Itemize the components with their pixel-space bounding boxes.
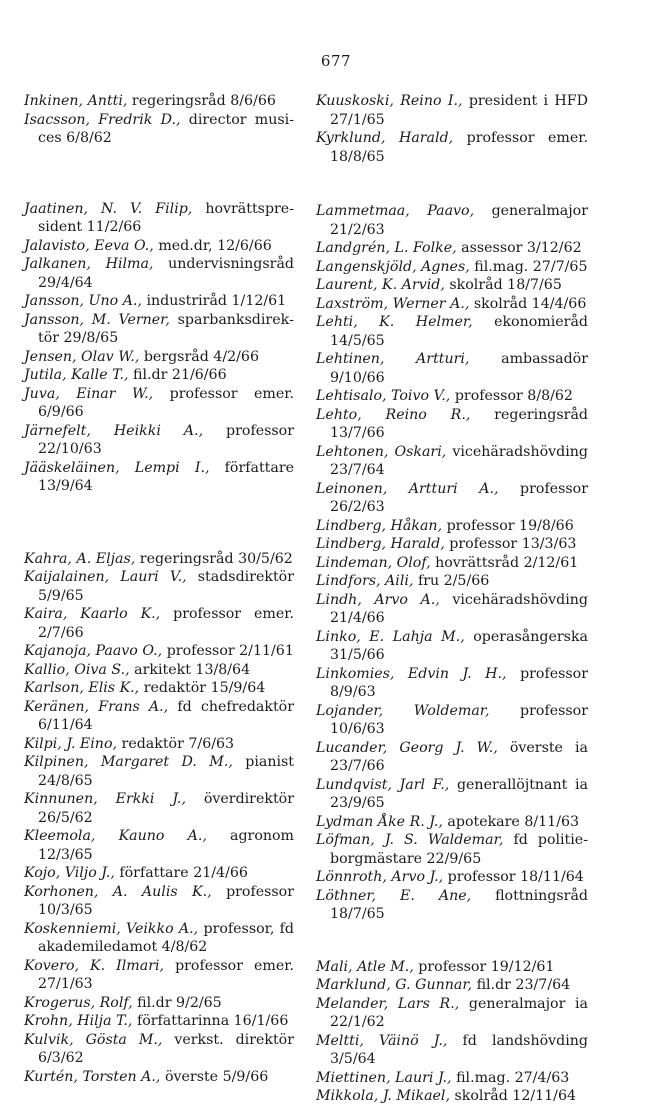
register-entry — [24, 1068, 294, 1087]
entry-detail: professor emer. 6/9/66 — [38, 385, 294, 420]
entry-name: Isacsson, Fredrik D., — [24, 111, 181, 128]
entry-name: Jaatinen, N. V. Filip, — [24, 200, 193, 217]
register-entry — [316, 406, 588, 443]
entry-name: Langenskjöld, Agnes, — [316, 258, 470, 275]
entry-name: Linko, E. Lahja M., — [316, 628, 465, 645]
entry-detail: ambassadör 9/10/66 — [330, 351, 588, 386]
entry-name: Lindh, Arvo A., — [316, 591, 440, 608]
entry-detail: fd politieborgmästare 22/9/65 — [330, 832, 588, 867]
register-entry — [24, 957, 294, 994]
register-entry — [316, 92, 588, 129]
entry-name: Kallio, Oiva S., — [24, 661, 130, 678]
register-entry — [24, 698, 294, 735]
entry-detail: professor 10/6/63 — [330, 702, 588, 737]
entry-detail: professor 8/9/63 — [330, 665, 589, 700]
register-entry — [316, 591, 588, 628]
entry-name: Kinnunen, Erkki J., — [24, 791, 186, 807]
register-entry — [24, 1031, 294, 1068]
register-entry — [24, 994, 294, 1013]
entry-name: Järnefelt, Heikki A., — [24, 422, 204, 439]
group-gap — [24, 148, 294, 200]
entry-detail: skolråd 12/11/64 — [454, 1088, 577, 1104]
register-entry — [316, 702, 588, 739]
entry-detail: president i HFD 27/1/65 — [330, 93, 588, 128]
entry-group — [24, 200, 294, 496]
entry-detail: fil.dr 23/7/64 — [476, 977, 571, 993]
entry-detail: fil.dr 21/6/66 — [133, 367, 227, 383]
entry-name: Lindberg, Harald, — [316, 536, 445, 552]
entry-name: Kulvik, Gösta M., — [24, 1031, 163, 1048]
register-entry — [24, 422, 294, 459]
entry-detail: flottningsråd 18/7/65 — [330, 887, 588, 922]
entry-name: Kyrklund, Harald, — [316, 130, 454, 146]
register-entry — [316, 572, 588, 591]
entry-group — [316, 958, 588, 1106]
entry-detail: generalmajor 21/2/63 — [330, 203, 588, 238]
entry-name: Krohn, Hilja T., — [24, 1013, 133, 1029]
register-entry — [316, 628, 588, 665]
entry-name: Jalavisto, Eeva O., — [24, 237, 154, 254]
entry-name: Jalkanen, Hilma, — [24, 256, 154, 272]
entry-detail: fd landshövding 3/5/64 — [330, 1032, 589, 1067]
entry-name: Koskenniemi, Veikko A., — [24, 920, 199, 937]
register-entry — [316, 665, 588, 702]
entry-name: Kilpinen, Margaret D. M., — [24, 754, 233, 770]
entry-detail: skolråd 14/4/66 — [473, 295, 587, 312]
right-column — [316, 92, 588, 1106]
entry-name: Löfman, J. S. Waldemar, — [316, 832, 504, 848]
register-entry — [316, 1032, 588, 1069]
register-entry — [316, 868, 588, 887]
entry-name: Kilpi, J. Eino, — [24, 735, 118, 752]
entry-name: Löthner, E. Ane, — [316, 887, 472, 904]
entry-detail: professor 26/2/63 — [330, 480, 588, 515]
register-entry — [24, 642, 294, 661]
register-entry — [316, 129, 588, 166]
entry-group — [316, 92, 588, 166]
entry-detail: professor 10/3/65 — [38, 883, 295, 918]
entry-detail: bergsråd 4/2/66 — [143, 348, 259, 365]
entry-group — [316, 202, 588, 924]
entry-detail: författarinna 16/1/66 — [136, 1013, 289, 1029]
register-entry — [316, 276, 588, 295]
entry-name: Lundqvist, Jarl F., — [316, 776, 450, 793]
register-entry — [316, 1069, 588, 1088]
register-entry — [24, 92, 294, 111]
entry-name: Lindeman, Olof, — [316, 554, 431, 571]
register-entry — [316, 554, 588, 573]
entry-name: Lucander, Georg J. W., — [316, 739, 498, 756]
entry-detail: regeringsråd 13/7/66 — [330, 406, 588, 441]
entry-name: Korhonen, A. Aulis K., — [24, 883, 212, 900]
register-entry — [316, 887, 588, 924]
register-entry — [316, 995, 588, 1032]
entry-name: Lammetmaa, Paavo, — [316, 203, 475, 219]
register-entry — [24, 348, 294, 367]
register-entry — [24, 550, 294, 569]
left-column — [24, 92, 294, 1086]
register-entry — [24, 790, 294, 827]
entry-detail: skolråd 18/7/65 — [449, 277, 562, 293]
entry-name: Jutila, Kalle T., — [24, 367, 129, 383]
entry-detail: ekonomieråd 14/5/65 — [330, 314, 588, 349]
register-entry — [316, 239, 588, 258]
entry-name: Laxström, Werner A., — [316, 295, 470, 312]
entry-name: Landgrén, L. Folke, — [316, 240, 457, 256]
register-entry — [24, 753, 294, 790]
register-entry — [24, 864, 294, 883]
entry-detail: verkst. direktör 6/3/62 — [38, 1031, 294, 1066]
register-entry — [316, 202, 588, 239]
entry-detail: fil.mag. 27/7/65 — [474, 258, 588, 275]
entry-name: Inkinen, Antti, — [24, 93, 128, 109]
register-entry — [24, 311, 294, 348]
entry-name: Kajanoja, Paavo O., — [24, 643, 163, 659]
register-entry — [316, 350, 588, 387]
entry-name: Lydman Åke R. J., — [316, 813, 443, 830]
entry-name: Kurtén, Torsten A., — [24, 1068, 161, 1085]
entry-name: Lindfors, Aili, — [316, 573, 414, 589]
entry-name: Laurent, K. Arvid, — [316, 277, 445, 293]
entry-detail: operasångerska 31/5/66 — [330, 628, 588, 663]
entry-detail: generallöjtnant ia 23/9/65 — [330, 776, 588, 811]
register-entry — [24, 459, 294, 496]
entry-detail: professor 2/11/61 — [166, 643, 294, 659]
entry-name: Karlson, Elis K., — [24, 680, 140, 696]
register-entry — [24, 679, 294, 698]
entry-name: Jensen, Olav W., — [24, 348, 140, 365]
register-entry — [316, 739, 588, 776]
entry-name: Lönnroth, Arvo J., — [316, 869, 444, 885]
register-entry — [24, 366, 294, 385]
register-entry — [24, 661, 294, 680]
entry-name: Jääskeläinen, Lempi I., — [24, 459, 210, 476]
register-entry — [24, 883, 294, 920]
entry-group — [24, 92, 294, 148]
entry-name: Jansson, Uno A., — [24, 293, 142, 309]
entry-detail: professor 19/12/61 — [418, 958, 555, 975]
entry-group — [24, 550, 294, 1087]
entry-name: Kojo, Viljo J., — [24, 865, 115, 881]
entry-name: Miettinen, Lauri J., — [316, 1069, 452, 1086]
entry-detail: med.dr, 12/6/66 — [158, 237, 272, 254]
page-number: 677 — [320, 52, 352, 70]
register-entry — [24, 111, 294, 148]
entry-name: Kaira, Kaarlo K., — [24, 606, 161, 622]
entry-detail: professor 18/11/64 — [447, 869, 584, 885]
register-entry — [316, 387, 588, 406]
entry-detail: fru 2/5/66 — [417, 573, 490, 589]
entry-detail: industriråd 1/12/61 — [146, 293, 287, 309]
register-entry — [24, 237, 294, 256]
register-entry — [316, 535, 588, 554]
entry-detail: apotekare 8/11/63 — [447, 813, 580, 830]
register-entry — [24, 292, 294, 311]
register-entry — [316, 1087, 588, 1106]
register-entry — [316, 443, 588, 480]
entry-detail: sparbanksdirektör 29/8/65 — [38, 311, 294, 346]
entry-detail: regeringsråd 30/5/62 — [139, 550, 293, 567]
entry-detail: agronom 12/3/65 — [38, 828, 294, 863]
entry-detail: director musices 6/8/62 — [38, 111, 295, 146]
entry-name: Mikkola, J. Mikael, — [316, 1088, 450, 1104]
register-entry — [316, 313, 588, 350]
entry-name: Melander, Lars R., — [316, 995, 460, 1012]
entry-name: Kahra, A. Eljas, — [24, 550, 136, 567]
entry-detail: professor emer. 2/7/66 — [38, 606, 294, 641]
entry-detail: överste 5/9/66 — [164, 1068, 269, 1085]
register-entry — [316, 480, 588, 517]
entry-detail: överste ia 23/7/66 — [330, 739, 588, 774]
register-entry — [24, 827, 294, 864]
entry-name: Linkomies, Edvin J. H., — [316, 665, 507, 682]
entry-detail: stadsdirektör 5/9/65 — [38, 569, 294, 604]
entry-detail: professor emer. 18/8/65 — [330, 130, 588, 165]
entry-detail: generalmajor ia 22/1/62 — [330, 995, 589, 1030]
entry-name: Lehtisalo, Toivo V., — [316, 388, 451, 404]
entry-detail: vicehäradshövding 23/7/64 — [330, 443, 588, 478]
entry-detail: professor 13/3/63 — [449, 536, 577, 552]
entry-detail: professor emer. 27/1/63 — [38, 957, 294, 992]
entry-detail: pianist 24/8/65 — [38, 754, 294, 789]
register-entry — [24, 200, 294, 237]
entry-detail: fil.dr 9/2/65 — [137, 994, 222, 1011]
register-entry — [24, 735, 294, 754]
register-entry — [316, 958, 588, 977]
register-entry — [316, 258, 588, 277]
register-entry — [24, 920, 294, 957]
entry-name: Leinonen, Artturi A., — [316, 480, 499, 497]
entry-detail: vicehäradshövding 21/4/66 — [330, 591, 588, 626]
entry-detail: professor 19/8/66 — [446, 517, 574, 534]
group-gap — [316, 166, 588, 202]
entry-detail: överdirektör 26/5/62 — [38, 791, 294, 826]
entry-detail: redaktör 15/9/64 — [143, 680, 266, 696]
register-entry — [24, 568, 294, 605]
entry-name: Kleemola, Kauno A., — [24, 828, 207, 844]
entry-detail: fil.mag. 27/4/63 — [456, 1069, 570, 1086]
entry-detail: hovrättsråd 2/12/61 — [435, 554, 579, 571]
register-entry — [24, 385, 294, 422]
entry-name: Lindberg, Håkan, — [316, 517, 443, 534]
entry-detail: författare 13/9/64 — [38, 459, 294, 494]
entry-detail: undervisningsråd 29/4/64 — [38, 256, 294, 291]
register-entry — [24, 255, 294, 292]
entry-detail: arkitekt 13/8/64 — [134, 661, 251, 678]
group-gap — [24, 496, 294, 550]
entry-name: Meltti, Väinö J., — [316, 1032, 448, 1049]
entry-name: Lojander, Woldemar, — [316, 702, 490, 719]
entry-name: Kuuskoski, Reino I., — [316, 93, 463, 109]
entry-detail: författare 21/4/66 — [119, 865, 248, 881]
entry-name: Lehtonen, Oskari, — [316, 443, 447, 460]
entry-name: Juva, Einar W., — [24, 385, 154, 402]
entry-detail: professor 8/8/62 — [454, 388, 573, 404]
entry-name: Jansson, M. Verner, — [24, 311, 170, 328]
register-entry — [24, 605, 294, 642]
register-entry — [316, 831, 588, 868]
register-entry — [316, 517, 588, 536]
entry-detail: fd chefredaktör 6/11/64 — [38, 698, 295, 733]
entry-name: Mali, Atle M., — [316, 958, 414, 975]
entry-name: Marklund, G. Gunnar, — [316, 977, 473, 993]
register-entry — [316, 776, 588, 813]
entry-name: Kovero, K. Ilmari, — [24, 957, 165, 974]
entry-name: Lehti, K. Helmer, — [316, 314, 473, 330]
entry-detail: regeringsråd 8/6/66 — [131, 93, 276, 109]
entry-name: Lehto, Reino R., — [316, 406, 471, 423]
entry-detail: hovrättspresident 11/2/66 — [38, 200, 295, 235]
group-gap — [316, 924, 588, 958]
entry-name: Krogerus, Rolf, — [24, 994, 133, 1011]
entry-detail: professor 22/10/63 — [38, 422, 294, 457]
entry-detail: assessor 3/12/62 — [461, 240, 582, 256]
register-entry — [316, 813, 588, 832]
entry-name: Keränen, Frans A., — [24, 698, 169, 715]
entry-detail: professor, fd akademiledamot 4/8/62 — [38, 920, 295, 955]
entry-name: Lehtinen, Artturi, — [316, 351, 470, 367]
register-entry — [316, 295, 588, 314]
register-entry — [316, 976, 588, 995]
register-entry — [24, 1012, 294, 1031]
entry-detail: redaktör 7/6/63 — [121, 735, 235, 752]
entry-name: Kaijalainen, Lauri V., — [24, 569, 187, 585]
